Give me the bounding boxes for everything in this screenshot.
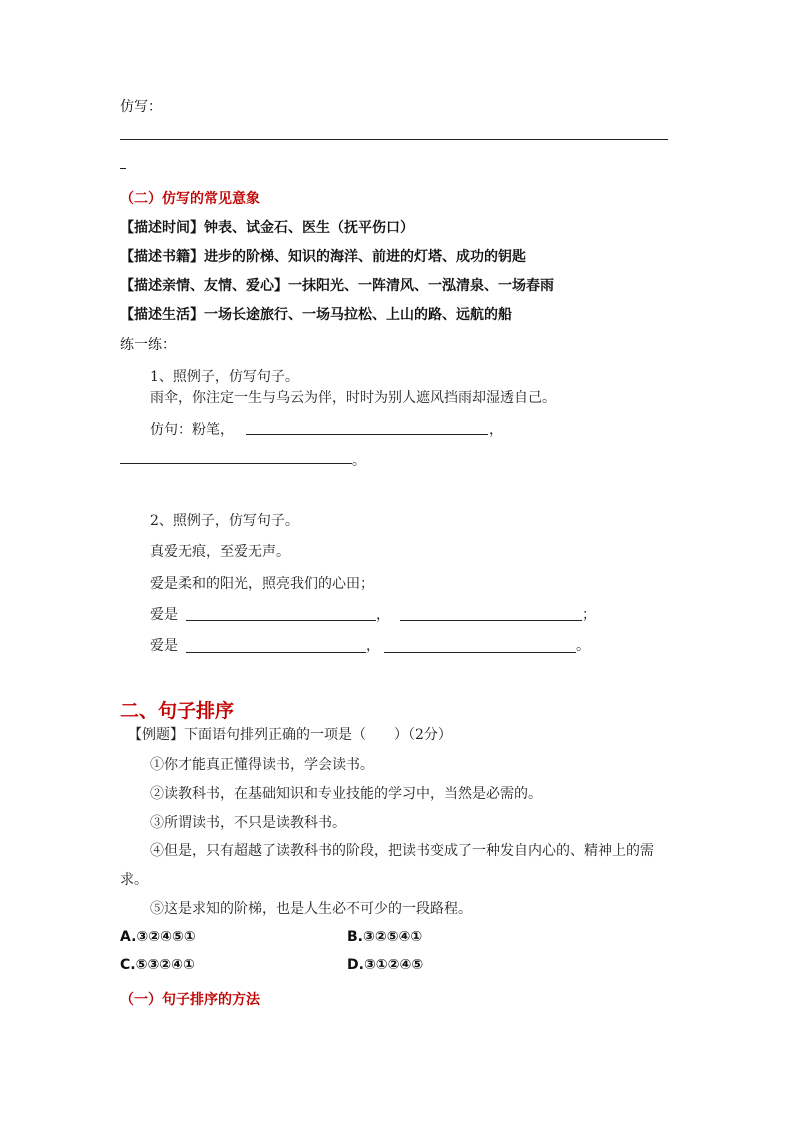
example-sentence-4: ④但是，只有超越了读教科书的阶段，把读书变成了一种发自内心的、精神上的需: [150, 843, 654, 859]
practice-q2-period: 。: [576, 638, 590, 654]
section-heading-sentence-ordering: 二、句子排序: [120, 700, 235, 722]
practice-q2-answer-line-1b[interactable]: [400, 620, 582, 621]
practice-q2-prompt: 2、照例子，仿写句子。: [150, 513, 299, 529]
example-sentence-5: ⑤这是求知的阶梯，也是人生必不可少的一段路程。: [150, 901, 472, 917]
practice-q1-period: 。: [352, 453, 366, 469]
imagery-item-books: 【描述书籍】进步的阶梯、知识的海洋、前进的灯塔、成功的钥匙: [120, 249, 526, 265]
imagery-item-life: 【描述生活】一场长途旅行、一场马拉松、上山的路、远航的船: [120, 307, 512, 323]
practice-q1-comma: ，: [489, 422, 503, 438]
example-sentence-2: ②读教科书，在基础知识和专业技能的学习中，当然是必需的。: [150, 786, 542, 802]
example-question: 【例题】下面语句排列正确的一项是（ ）（2分）: [128, 727, 452, 743]
practice-q2-comma-1: ，: [376, 607, 390, 623]
answer-line-imitation[interactable]: [120, 139, 668, 140]
option-d[interactable]: D.③①②④⑤: [347, 957, 424, 973]
example-sentence-4-cont: 求。: [120, 872, 148, 888]
imitation-label: 仿写：: [120, 99, 162, 115]
practice-q2-semicolon: ；: [582, 607, 596, 623]
practice-label: 练一练：: [120, 337, 176, 353]
practice-q1-example: 雨伞，你注定一生与乌云为伴，时时为别人遮风挡雨却湿透自己。: [150, 390, 556, 406]
practice-q1-answer-line-2[interactable]: [120, 463, 352, 464]
practice-q2-line-1: 真爱无痕，至爱无声。: [150, 544, 290, 560]
practice-q2-prefix-1: 爱是: [150, 607, 178, 623]
practice-q2-comma-2: ，: [366, 638, 380, 654]
practice-q1-prompt: 1、照例子，仿写句子。: [150, 369, 299, 385]
option-c[interactable]: C.⑤③②④①: [120, 957, 195, 973]
option-a[interactable]: A.③②④⑤①: [120, 929, 196, 945]
subheading-ordering-methods: （一）句子排序的方法: [120, 992, 260, 1008]
imagery-item-time: 【描述时间】钟表、试金石、医生（抚平伤口）: [120, 220, 414, 236]
imagery-item-family-love: 【描述亲情、友情、爱心】一抹阳光、一阵清风、一泓清泉、一场春雨: [120, 278, 554, 294]
section-heading-common-imagery: （二）仿写的常见意象: [120, 191, 260, 207]
practice-q2-prefix-2: 爱是: [150, 638, 178, 654]
practice-q1-answer-prefix: 仿句：粉笔，: [150, 422, 234, 438]
option-b[interactable]: B.③②⑤④①: [347, 929, 423, 945]
practice-q2-answer-line-2a[interactable]: [186, 652, 366, 653]
example-sentence-3: ③所谓读书，不只是读教科书。: [150, 815, 346, 831]
practice-q2-answer-line-1a[interactable]: [186, 620, 376, 621]
answer-line-imitation-tail: [120, 168, 126, 169]
practice-q2-answer-line-2b[interactable]: [384, 652, 576, 653]
example-sentence-1: ①你才能真正懂得读书，学会读书。: [150, 757, 374, 773]
practice-q1-answer-line-1[interactable]: [246, 434, 488, 435]
practice-q2-line-2: 爱是柔和的阳光，照亮我们的心田；: [150, 576, 374, 592]
